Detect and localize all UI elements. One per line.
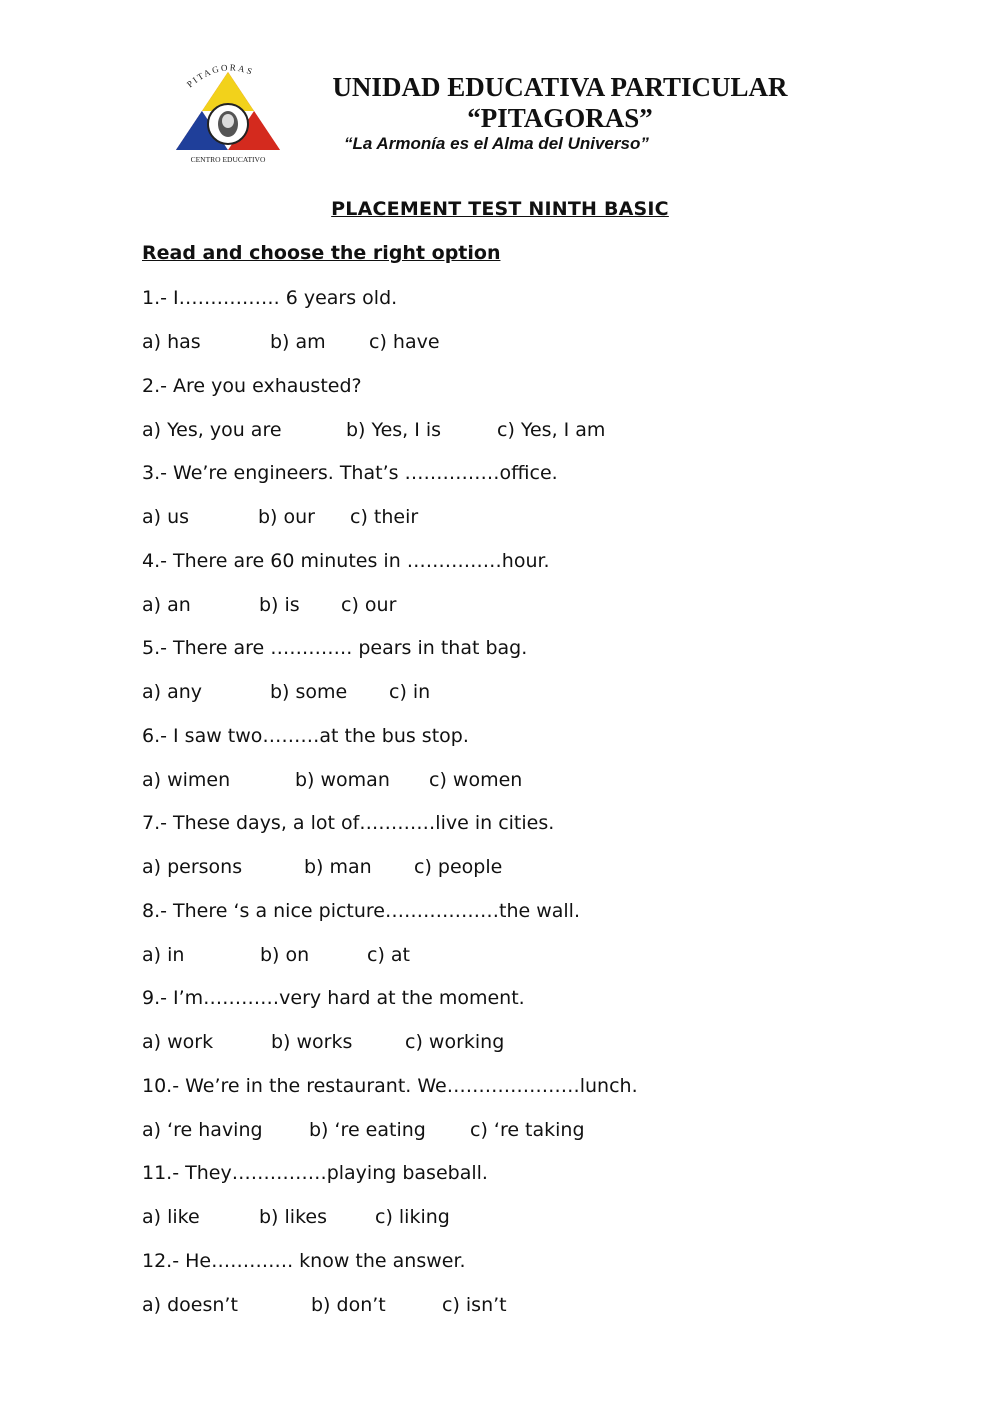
answer-option[interactable]: b) ‘re eating [309, 1118, 426, 1141]
answer-option[interactable]: a) ‘re having [142, 1118, 263, 1141]
question-item [142, 809, 942, 897]
school-name-line2: “PITAGORAS” [467, 103, 653, 133]
question-list [142, 284, 942, 1334]
answer-options [142, 941, 942, 985]
answer-option[interactable]: c) people [414, 856, 503, 878]
answer-option[interactable]: a) work [142, 1031, 214, 1053]
answer-option[interactable]: b) likes [259, 1206, 327, 1228]
answer-option[interactable]: c) isn’t [442, 1293, 507, 1316]
answer-option[interactable]: b) works [271, 1031, 353, 1053]
answer-options [142, 503, 942, 547]
answer-option[interactable]: b) some [270, 681, 348, 703]
question-item [142, 372, 942, 460]
question-item [142, 547, 942, 635]
answer-options [142, 1028, 942, 1072]
instructions: Read and choose the right option [142, 242, 501, 264]
answer-option[interactable]: a) Yes, you are [142, 418, 282, 441]
question-item [142, 634, 942, 722]
answer-options [142, 853, 942, 897]
answer-option[interactable]: b) am [270, 331, 326, 353]
answer-option[interactable]: c) Yes, I am [497, 418, 606, 441]
question-text: 11.- They……………playing baseball. [142, 1162, 488, 1184]
question-item [142, 722, 942, 810]
answer-option[interactable]: c) working [405, 1031, 505, 1053]
answer-options [142, 1116, 942, 1160]
question-text: 12.- He…………. know the answer. [142, 1249, 466, 1272]
answer-option[interactable]: c) their [350, 506, 419, 528]
question-text: 5.- There are …………. pears in that bag. [142, 637, 528, 659]
answer-options [142, 678, 942, 722]
question-text: 1.- I……………. 6 years old. [142, 287, 398, 309]
school-motto: “La Armonía es el Alma del Universo” [344, 134, 649, 153]
question-item [142, 897, 942, 985]
question-item [142, 1159, 942, 1247]
answer-option[interactable]: c) ‘re taking [470, 1118, 585, 1141]
question-item [142, 284, 942, 372]
question-text: 8.- There ‘s a nice picture………………the wall. [142, 899, 581, 922]
test-title: PLACEMENT TEST NINTH BASIC [331, 198, 669, 220]
answer-option[interactable]: a) in [142, 943, 185, 966]
question-text: 10.- We’re in the restaurant. We…………………lunch. [142, 1074, 638, 1097]
answer-option[interactable]: b) woman [295, 768, 390, 791]
answer-option[interactable]: a) like [142, 1206, 200, 1228]
answer-options [142, 1291, 942, 1335]
answer-option[interactable]: a) has [142, 331, 201, 353]
school-name-line1: UNIDAD EDUCATIVA PARTICULAR [332, 72, 788, 102]
answer-options [142, 416, 942, 460]
answer-options [142, 328, 942, 372]
question-text: 3.- We’re engineers. That’s ……………office. [142, 462, 558, 484]
answer-option[interactable]: c) our [341, 593, 397, 616]
question-text: 7.- These days, a lot of…………live in cities. [142, 812, 555, 834]
answer-option[interactable]: a) persons [142, 856, 243, 878]
answer-option[interactable]: c) liking [375, 1206, 450, 1228]
school-logo [172, 58, 284, 166]
answer-options [142, 766, 942, 810]
question-item [142, 459, 942, 547]
question-text: 2.- Are you exhausted? [142, 374, 362, 397]
answer-option[interactable]: b) man [304, 856, 372, 878]
answer-option[interactable]: c) women [429, 768, 523, 791]
answer-option[interactable]: a) doesn’t [142, 1293, 238, 1316]
answer-options [142, 591, 942, 635]
answer-option[interactable]: b) is [259, 593, 300, 616]
answer-option[interactable]: a) us [142, 506, 190, 528]
answer-option[interactable]: c) at [367, 943, 410, 966]
answer-option[interactable]: c) in [389, 681, 431, 703]
answer-option[interactable]: b) Yes, I is [346, 418, 442, 441]
answer-option[interactable]: a) wimen [142, 768, 231, 791]
answer-option[interactable]: c) have [369, 331, 440, 353]
question-item [142, 1072, 942, 1160]
answer-option[interactable]: a) an [142, 593, 191, 616]
question-text: 9.- I’m…………very hard at the moment. [142, 987, 525, 1009]
answer-option[interactable]: b) on [260, 943, 310, 966]
answer-option[interactable]: b) don’t [311, 1293, 386, 1316]
question-text: 6.- I saw two………at the bus stop. [142, 724, 469, 747]
question-text: 4.- There are 60 minutes in ……………hour. [142, 549, 550, 572]
answer-options [142, 1203, 942, 1247]
logo-ring-text: PITAGORAS [184, 62, 256, 90]
question-item [142, 1247, 942, 1335]
answer-option[interactable]: b) our [258, 506, 315, 528]
question-item [142, 984, 942, 1072]
answer-option[interactable]: a) any [142, 681, 203, 703]
logo-caption: CENTRO EDUCATIVO [190, 155, 266, 164]
